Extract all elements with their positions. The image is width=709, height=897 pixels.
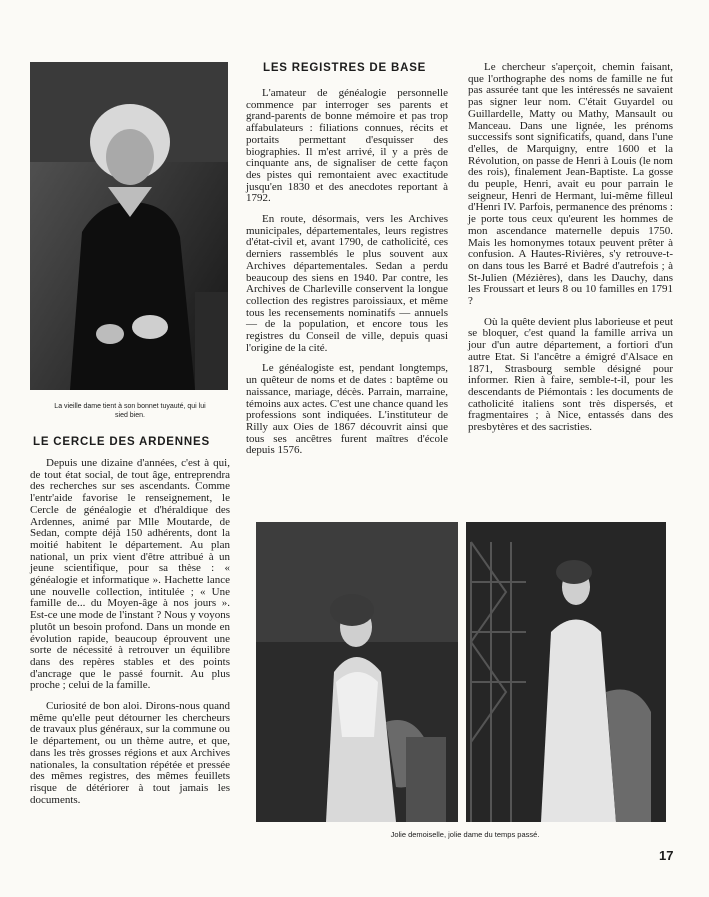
column-middle-text (246, 88, 448, 457)
paragraph: Où la quête devient plus laborieuse et peut se bloquer, c'est quand la famille arriva un jour d'un autre département, a fortiori d'un autre Etat. Si l'ancêtre a émigré d'Alsace en 1871, Strasbourg semble désigné pour informer. Rien à faire, semble-t-il, pour les descendants de Piémontais : les documents de catholicité italiens sont très dispersés, et fragmentaires ; à Nice, entassés dans des presbytères et des sacristies. (468, 315, 673, 434)
paragraph: Le généalogiste est, pendant longtemps, un quêteur de noms et de dates : baptême ou naissance, mariage, décès. Parrain, marraine, témoins aux actes. C'est une chance quand les professions sont indiquées. L'instituteur de Rilly aux Oies de 1867 découvrit ainsi que tous ses ancêtres furent maîtres d'école depuis 1576. (246, 362, 448, 457)
paragraph: Curiosité de bon aloi. Dirons-nous quand même qu'elle peut détourner les chercheurs de travaux plus généraux, sur la commune ou le département, ou un thème autre, et que, dans les très grosses régions et aux Archives nationales, la consultation répétée et pressée des mêmes registres, des mêmes feuillets risque de détériorer à tout jamais les documents. (30, 700, 230, 806)
column-left-text (30, 458, 230, 806)
heading-cercle-ardennes: LE CERCLE DES ARDENNES (33, 436, 210, 448)
column-right-text (468, 62, 673, 434)
photo-young-woman (466, 522, 666, 822)
paragraph: Depuis une dizaine d'années, c'est à qui, de tout état social, de tout âge, entreprendra des recherches sur ses ascendants. Comme l'entr'aide favorise le renseignement, le Cercle de généalogie et d'héraldique des Ardennes, animé par Mlle Moutarde, de Sedan, compte déjà 150 adhérents, dont la moitié habitent le département. Au plan national, un prix vient d'être attribué à un jeune scientifique, pour sa thèse : « généalogie et informatique ». Hachette lance une nouvelle collection, intitulée ; « Une famille de... du Moyen-âge à nos jours ». Est-ce une mode de l'instant ? Nous y voyons plutôt un besoin profond. Dans un monde en évolution rapide, beaucoup éprouvent une sorte de nécessité à retrouver un équilibre dans des repères stables et des points d'ancrage que le passé fournit. Au plus proche ; celui de la famille. (30, 457, 230, 692)
photos-bottom-caption: Jolie demoiselle, jolie dame du temps passé. (390, 830, 540, 839)
heading-registres-de-base: LES REGISTRES DE BASE (263, 62, 427, 74)
paragraph: Le chercheur s'aperçoit, chemin faisant, que l'orthographe des noms de famille ne fut pas assurée tant que les intéressés ne savaient pas signer leur nom. C'était Guyardel ou Guillardelle, Matty ou Mathy, Mansault ou Manceau. Dans une lignée, les prénoms successifs sont significatifs, quand, dans l'une d'elles, de Marquigny, entre 1600 et la Révolution, on passe de Henri à Louis (le nom des rois), finalement Jean-Baptiste. La gosse du peuple, Henri, avait eu pour parrain le seigneur, Henri de Hermant, lui-même filleul d'Henri IV. Parfois, permanence des prénoms : je porte tous ceux qu'eurent les hommes de mon ascendance maternelle depuis 1750. Mais les homonymes totaux peuvent prêter à confusion. A Hautes-Rivières, s'y retrouve-t-on dans tous les Barré et Badré d'autrefois ; à St-Julien (Mézières), dans les Dauchy, dans les Froussart et leurs 8 ou 10 familles en 1791 ? (468, 61, 673, 308)
page-number: 17 (659, 848, 674, 863)
photo-young-lady (256, 522, 458, 822)
photo-old-woman-caption: La vieille dame tient à son bonnet tuyauté, qui lui sied bien. (54, 403, 206, 419)
paragraph: L'amateur de généalogie personnelle commence par interroger ses parents et grand-parents de bonne mémoire et pas trop affabulateurs : filiations connues, récits et portaits permettant d'esquisser des biographies. Il m'est arrivé, il y a près de cinquante ans, de signaliser de cette façon des pistes qui remontaient avec exactitude jusqu'en 1830 et des anecdotes reportant à 1792. (246, 87, 448, 205)
photo-old-woman (30, 62, 228, 390)
paragraph: En route, désormais, vers les Archives municipales, départementales, leurs registres d'état-civil et, avant 1790, de catholicité, ces derniers rassemblés le plus souvent aux Archives départementales. Sedan a perdu beaucoup des siens en 1940. Par contre, les Archives de Charleville conservent la longue collection des registres paroissiaux, et même tous les recensements nominatifs — annuels — de la population, et encore tous les registres du Conseil de ville, depuis quasi l'origine de la cité. (246, 213, 448, 354)
